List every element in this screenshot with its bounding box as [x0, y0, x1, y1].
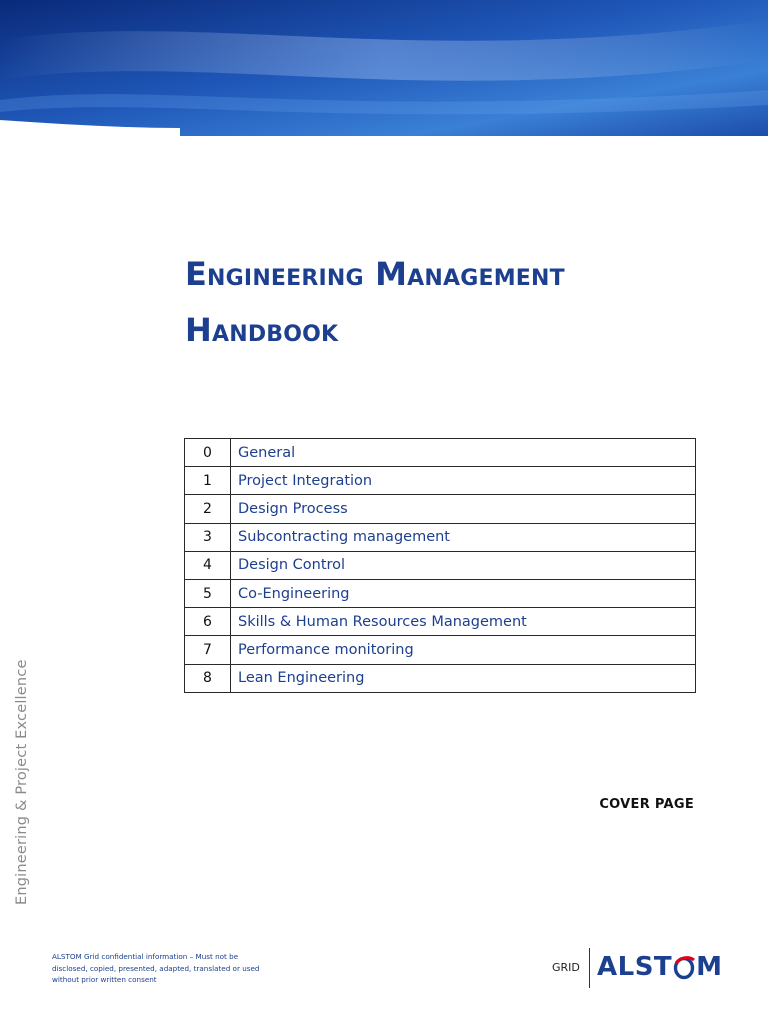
confidential-notice: ALSTOM Grid confidential information – Must not be disclosed, copied, presented, adapted, translated or used without prior written consent — [52, 952, 260, 985]
toc-row — [185, 523, 696, 551]
title-line-2: Handbook — [185, 311, 339, 349]
toc-label: Design Control — [231, 551, 696, 579]
title-line-1: Engineering Management — [185, 255, 565, 293]
document-title — [185, 246, 745, 358]
cover-page-label: COVER PAGE — [599, 797, 694, 812]
side-text-vertical: Engineering & Project Excellence — [14, 659, 30, 905]
table-of-contents — [184, 438, 696, 693]
toc-label: Subcontracting management — [231, 523, 696, 551]
toc-row — [185, 467, 696, 495]
toc-label: General — [231, 439, 696, 467]
toc-number: 4 — [185, 551, 231, 579]
toc-number: 6 — [185, 608, 231, 636]
header-banner — [0, 0, 768, 140]
toc-label: Performance monitoring — [231, 636, 696, 664]
logo-o-icon — [673, 954, 695, 980]
toc-label: Skills & Human Resources Management — [231, 608, 696, 636]
toc-number: 1 — [185, 467, 231, 495]
toc-row — [185, 551, 696, 579]
toc-row — [185, 664, 696, 692]
toc-number: 5 — [185, 579, 231, 607]
toc-label: Design Process — [231, 495, 696, 523]
toc-number: 0 — [185, 439, 231, 467]
logo-divider — [589, 948, 590, 988]
toc-label: Co-Engineering — [231, 579, 696, 607]
logo-text-suffix: M — [696, 952, 723, 982]
logo-text-prefix: ALST — [597, 952, 673, 982]
toc-number: 8 — [185, 664, 231, 692]
toc-label: Project Integration — [231, 467, 696, 495]
toc-label: Lean Engineering — [231, 664, 696, 692]
division-label: GRID — [552, 961, 580, 974]
toc-row — [185, 439, 696, 467]
toc-row — [185, 608, 696, 636]
toc-number: 3 — [185, 523, 231, 551]
toc-row — [185, 636, 696, 664]
toc-number: 7 — [185, 636, 231, 664]
alstom-logo — [597, 952, 723, 982]
toc-row — [185, 579, 696, 607]
toc-number: 2 — [185, 495, 231, 523]
toc-row — [185, 495, 696, 523]
